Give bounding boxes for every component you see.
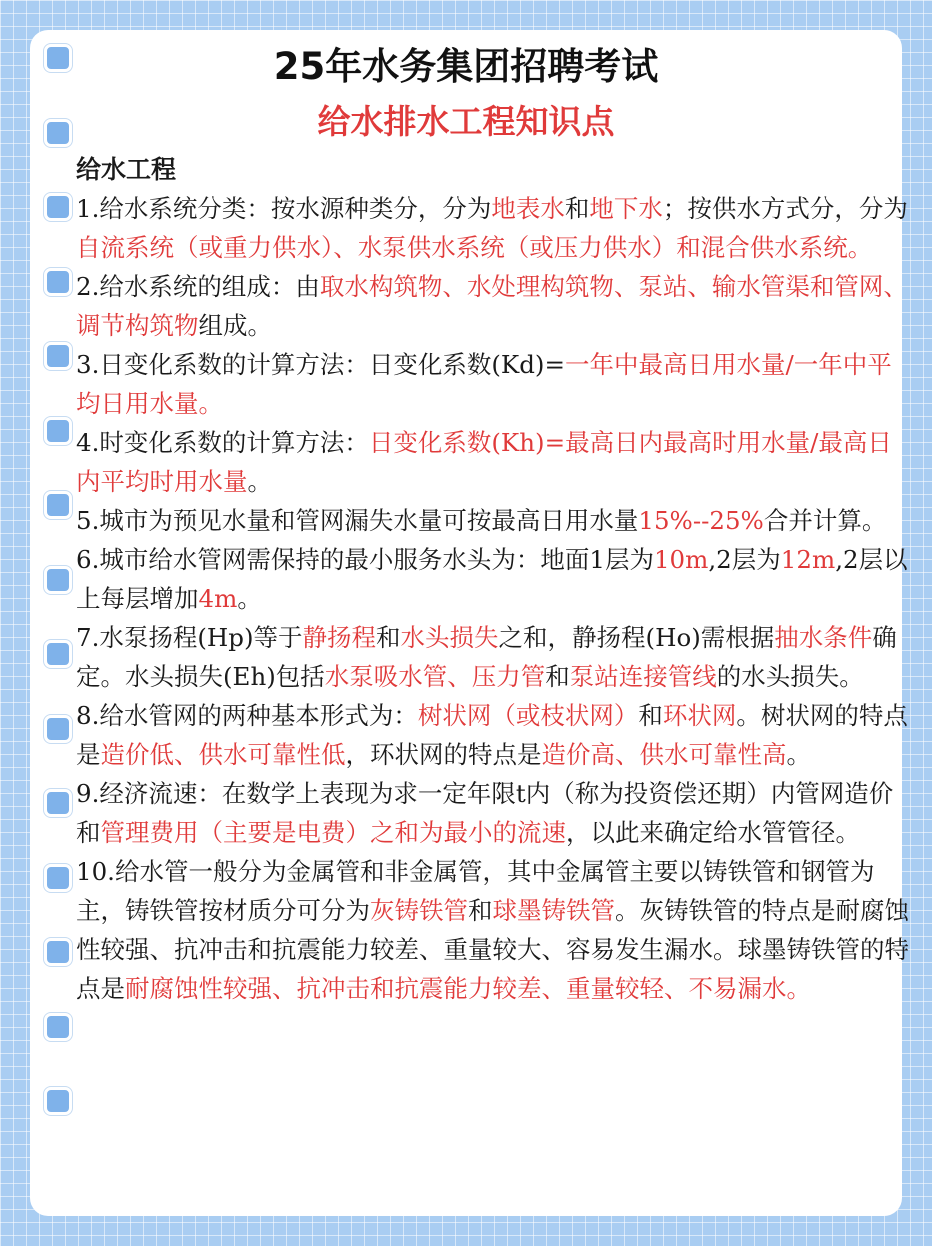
highlight-text: 树状网（或枝状网）	[417, 701, 639, 730]
binder-ring-icon	[44, 491, 72, 519]
body-text: 合并计算。	[763, 506, 887, 535]
body-text: 。	[247, 467, 272, 496]
highlight-text: 10m	[653, 545, 709, 574]
highlight-text: 4m	[198, 584, 238, 613]
highlight-text: 地下水	[589, 194, 663, 223]
body-text: 3.日变化系数的计算方法：日变化系数(Kd)=	[76, 350, 566, 379]
binder-ring-icon	[44, 1087, 72, 1115]
body-text: 。	[237, 584, 262, 613]
body-text: ，以此来确定给水管管径。	[566, 818, 860, 847]
highlight-text: 球墨铸铁管	[492, 896, 615, 925]
highlight-text: 造价高、供水可靠性高	[541, 740, 787, 769]
page-subtitle: 给水排水工程知识点	[317, 102, 615, 141]
highlight-text: 灰铸铁管	[370, 896, 468, 925]
highlight-text: 水泵吸水管、压力管	[324, 662, 546, 691]
body-text: 9.经济流速：在数学上表现为求一定年限t内（称为投资偿还期）内管网造价和	[76, 779, 894, 847]
binder-ring-icon	[44, 566, 72, 594]
knowledge-point-3	[76, 345, 910, 423]
binder-ring-icon	[44, 342, 72, 370]
article-body	[76, 150, 910, 1008]
highlight-text: 自流系统（或重力供水）、水泵供水系统（或压力供水）和混合供水系统。	[76, 233, 873, 262]
highlight-text: 造价低、供水可靠性低	[100, 740, 346, 769]
binder-ring-icon	[44, 268, 72, 296]
body-text: 。灰铸铁管的特点是耐腐蚀性较强、抗冲击和抗震能力较差、重量较大、容易发生漏水。球墨铸铁管的特点是	[76, 896, 909, 1003]
body-text: 10.给水管一般分为金属管和非金属管，其中金属管主要以铸铁管和钢管为主，铸铁管按材质分可分为	[76, 857, 875, 925]
body-text: 和	[376, 623, 401, 652]
body-text: 6.城市给水管网需保持的最小服务水头为：地面1层为	[76, 545, 654, 574]
highlight-text: 一年中最高日用水量/一年中平均日用水量。	[76, 350, 892, 418]
body-text: 确定。水头损失(Eh)包括	[76, 623, 897, 691]
highlight-text: 地表水	[491, 194, 565, 223]
body-text: 之和，静扬程(Ho)需根据	[498, 623, 775, 652]
binder-ring-icon	[44, 640, 72, 668]
body-text: 和	[638, 701, 663, 730]
highlight-text: 12m	[780, 545, 836, 574]
binder-ring-icon	[44, 864, 72, 892]
highlight-text: 取水构筑物、水处理构筑物、泵站、输水管渠和管网、调节构筑物	[76, 272, 908, 340]
body-text: 和	[564, 194, 590, 223]
body-text: 5.城市为预见水量和管网漏失水量可按最高日用水量	[76, 506, 639, 535]
body-text: 和	[468, 896, 493, 925]
knowledge-point-10	[76, 852, 910, 1008]
body-text: 2.给水系统的组成：由	[76, 272, 320, 301]
binder-ring-icon	[44, 789, 72, 817]
body-text: 4.时变化系数的计算方法：	[76, 428, 369, 457]
body-text: 组成。	[198, 311, 272, 340]
knowledge-point-4	[76, 423, 910, 501]
highlight-text: 日变化系数(Kh)=最高日内最高时用水量/最高日内平均时用水量	[76, 428, 892, 496]
body-text: ,2层以上每层增加	[76, 545, 908, 613]
knowledge-point-9	[76, 774, 910, 852]
highlight-text: 抽水条件	[774, 623, 873, 652]
body-text: 7.水泵扬程(Hp)等于	[76, 623, 303, 652]
body-text: 。树状网的特点是	[76, 701, 908, 769]
page-title: 25年水务集团招聘考试	[273, 45, 659, 88]
binder-ring-icon	[44, 715, 72, 743]
binder-ring-icon	[44, 1013, 72, 1041]
body-text: ，环状网的特点是	[345, 740, 542, 769]
knowledge-point-7	[76, 618, 910, 696]
highlight-text: 15%--25%	[638, 506, 764, 535]
knowledge-point-6	[76, 540, 910, 618]
knowledge-point-2	[76, 267, 910, 345]
body-text: ；按供水方式分，分为	[662, 194, 908, 223]
knowledge-point-8	[76, 696, 910, 774]
body-text: 8.给水管网的两种基本形式为：	[76, 701, 418, 730]
body-text: 和	[545, 662, 570, 691]
highlight-text: 耐腐蚀性较强、抗冲击和抗震能力较差、重量较轻、不易漏水。	[125, 974, 811, 1003]
body-text: 的水头损失。	[716, 662, 864, 691]
binder-ring-icon	[44, 193, 72, 221]
highlight-text: 泵站连接管线	[569, 662, 717, 691]
binder-ring-icon	[44, 938, 72, 966]
body-text: 1.给水系统分类：按水源种类分，分为	[76, 194, 492, 223]
knowledge-point-list	[76, 189, 910, 1008]
section-heading: 给水工程	[76, 155, 177, 184]
knowledge-point-1	[76, 189, 910, 267]
knowledge-point-5	[76, 501, 910, 540]
highlight-text: 环状网	[662, 701, 737, 730]
highlight-text: 管理费用（主要是电费）之和为最小的流速	[100, 818, 566, 847]
body-text: 。	[786, 740, 811, 769]
binder-ring-icon	[44, 417, 72, 445]
highlight-text: 水头损失	[400, 623, 499, 652]
highlight-text: 静扬程	[302, 623, 377, 652]
body-text: ,2层为	[708, 545, 781, 574]
